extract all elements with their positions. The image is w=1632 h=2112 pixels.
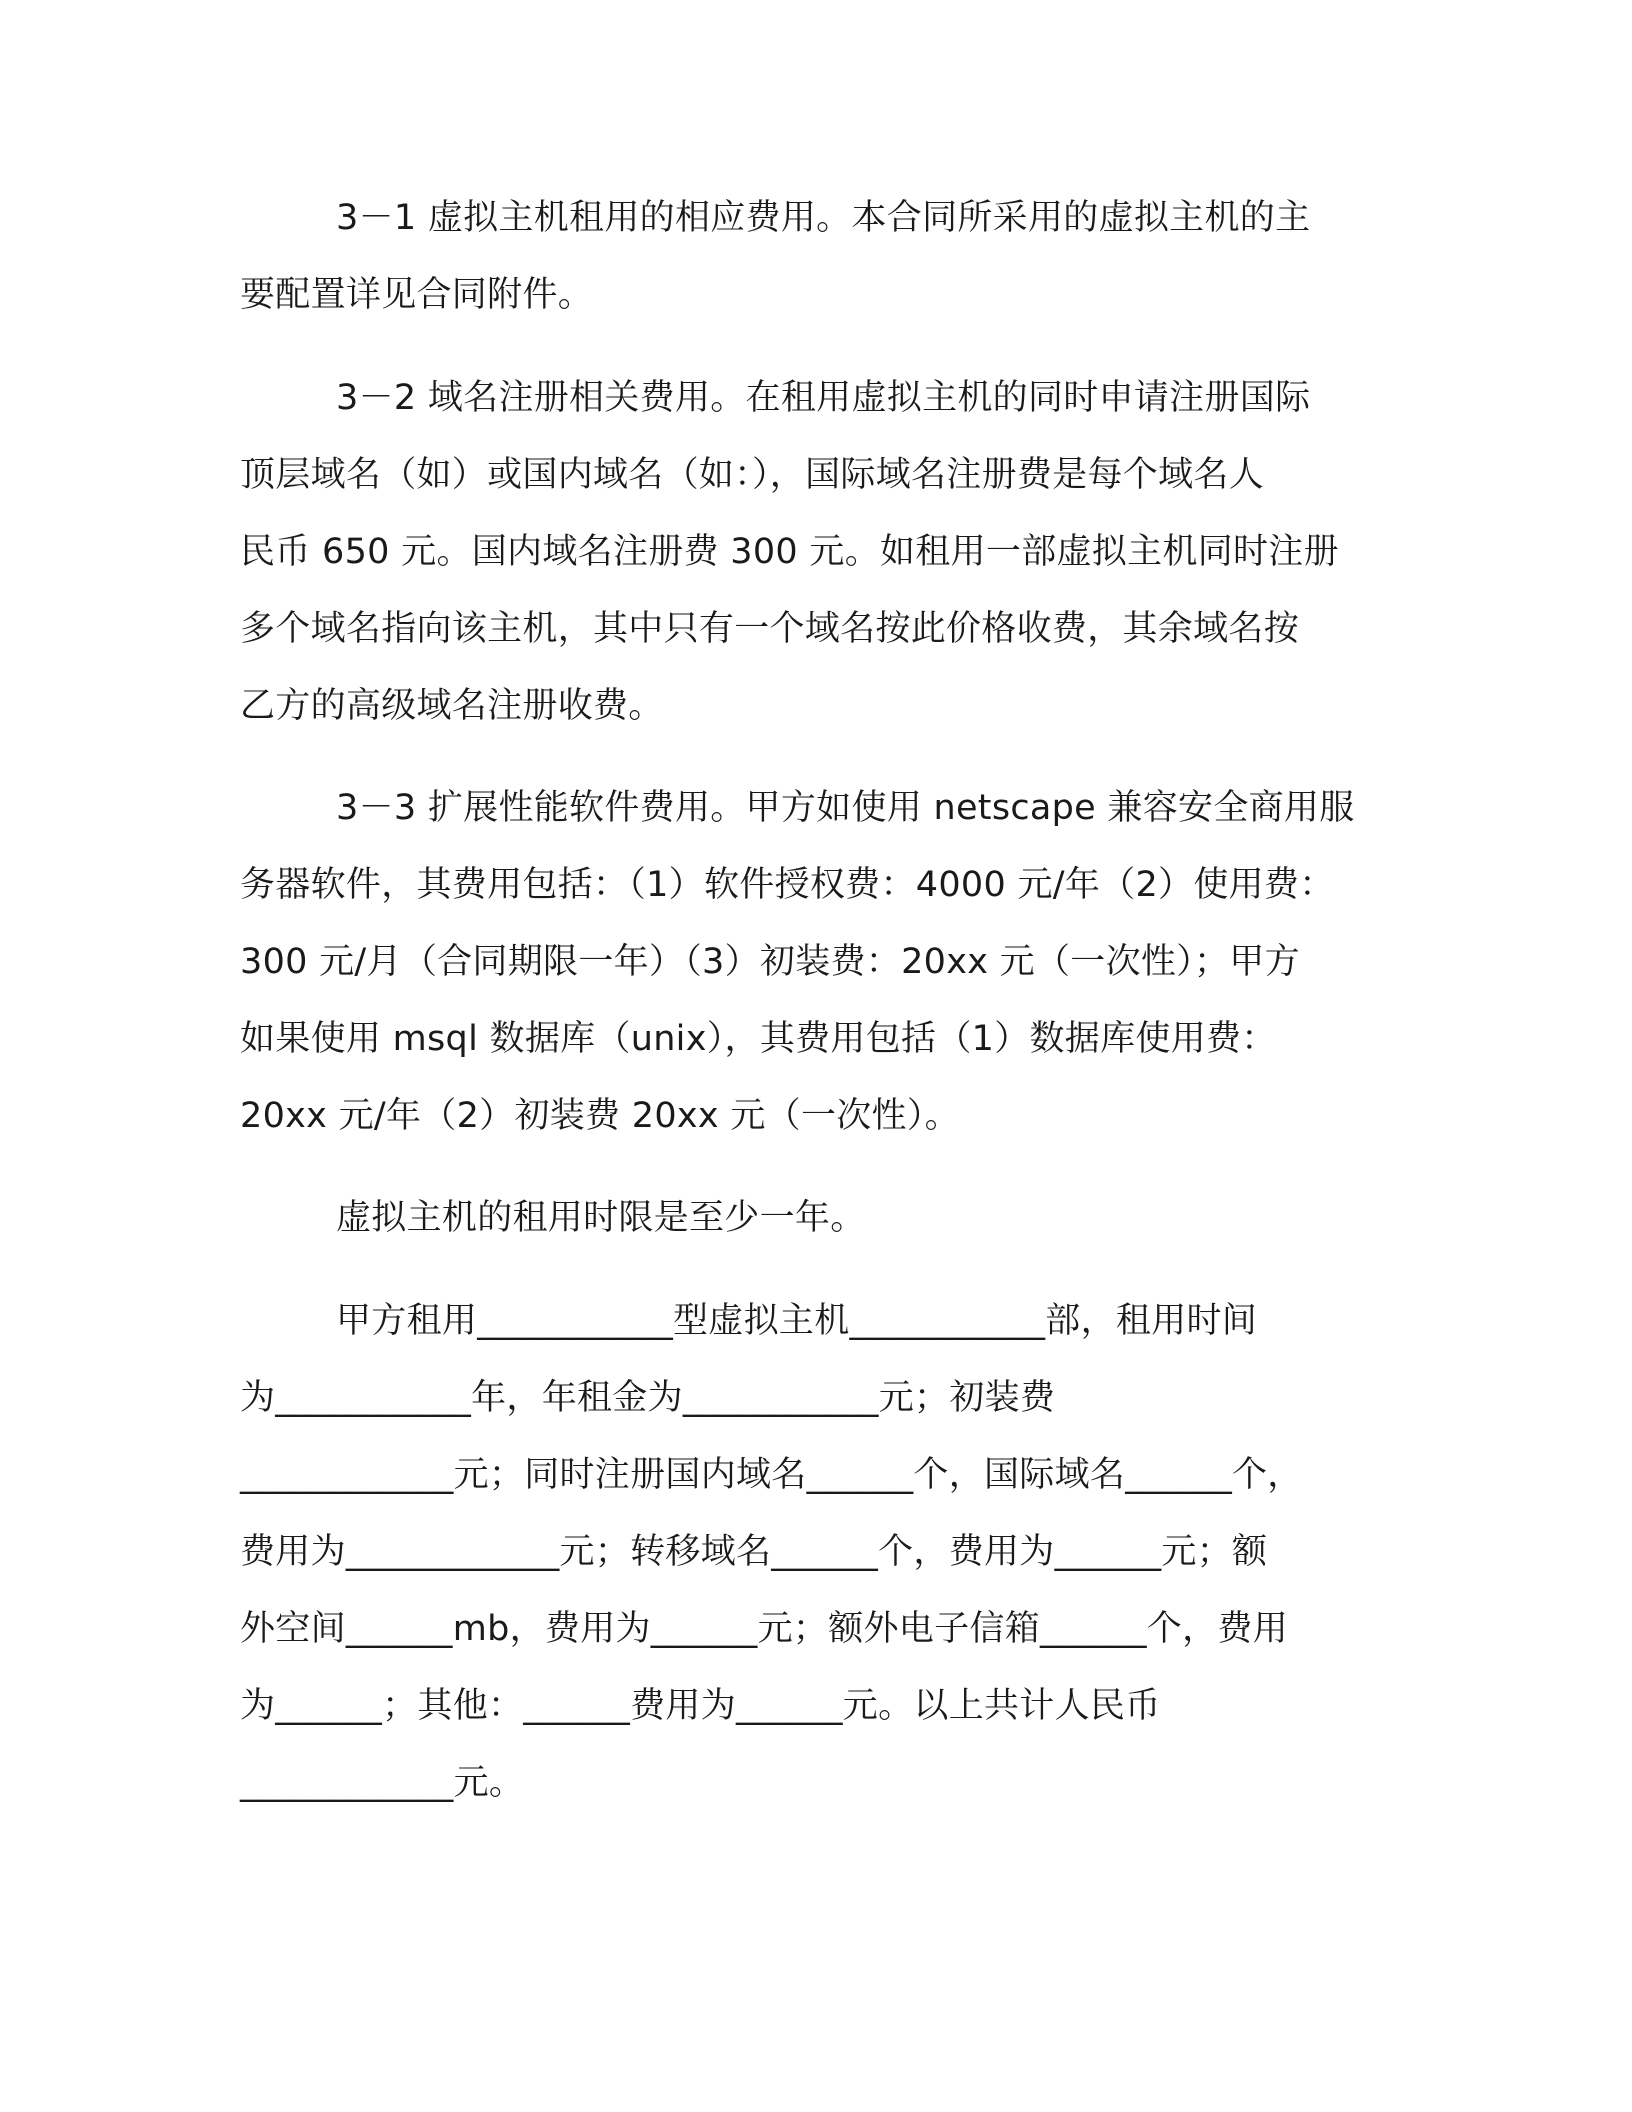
paragraph-line: ____________元。 <box>240 1763 525 1803</box>
paragraph-line: 费用为____________元；转移域名______个，费用为______元；额 <box>240 1532 1268 1572</box>
paragraph-line: 3－1 虚拟主机租用的相应费用。本合同所采用的虚拟主机的主 <box>336 198 1311 238</box>
paragraph-line: 20xx 元/年（2）初装费 20xx 元（一次性）。 <box>240 1096 960 1136</box>
paragraph-fill-in <box>240 1283 1400 1822</box>
paragraph-line: 3－3 扩展性能软件费用。甲方如使用 netscape 兼容安全商用服 <box>336 788 1355 828</box>
paragraph-line: ____________元；同时注册国内域名______个，国际域名______个， <box>240 1455 1303 1495</box>
paragraph-line: 为___________年，年租金为___________元；初装费 <box>240 1378 1056 1418</box>
paragraph-3-3 <box>240 770 1400 1155</box>
paragraph-line: 务器软件，其费用包括：（1）软件授权费：4000 元/年（2）使用费： <box>240 865 1335 905</box>
paragraph-line: 为______；其他：______费用为______元。以上共计人民币 <box>240 1686 1161 1726</box>
paragraph-line: 外空间______mb，费用为______元；额外电子信箱______个，费用 <box>240 1609 1289 1649</box>
paragraph-line: 虚拟主机的租用时限是至少一年。 <box>336 1198 866 1238</box>
paragraph-line: 3－2 域名注册相关费用。在租用虚拟主机的同时申请注册国际 <box>336 378 1311 418</box>
paragraph-line: 甲方租用___________型虚拟主机___________部，租用时间 <box>336 1301 1258 1341</box>
paragraph-3-2 <box>240 360 1400 745</box>
paragraph-line: 如果使用 msql 数据库（unix），其费用包括（1）数据库使用费： <box>240 1019 1277 1059</box>
paragraph-line: 民币 650 元。国内域名注册费 300 元。如租用一部虚拟主机同时注册 <box>240 532 1339 572</box>
paragraph-line: 300 元/月（合同期限一年）（3）初装费：20xx 元（一次性）；甲方 <box>240 942 1300 982</box>
paragraph-line: 乙方的高级域名注册收费。 <box>240 686 664 726</box>
paragraph-term <box>240 1180 1400 1257</box>
paragraph-3-1 <box>240 180 1400 334</box>
paragraph-line: 多个域名指向该主机，其中只有一个域名按此价格收费，其余域名按 <box>240 609 1300 649</box>
paragraph-line: 顶层域名（如）或国内域名（如：），国际域名注册费是每个域名人 <box>240 455 1265 495</box>
paragraph-line: 要配置详见合同附件。 <box>240 275 594 315</box>
